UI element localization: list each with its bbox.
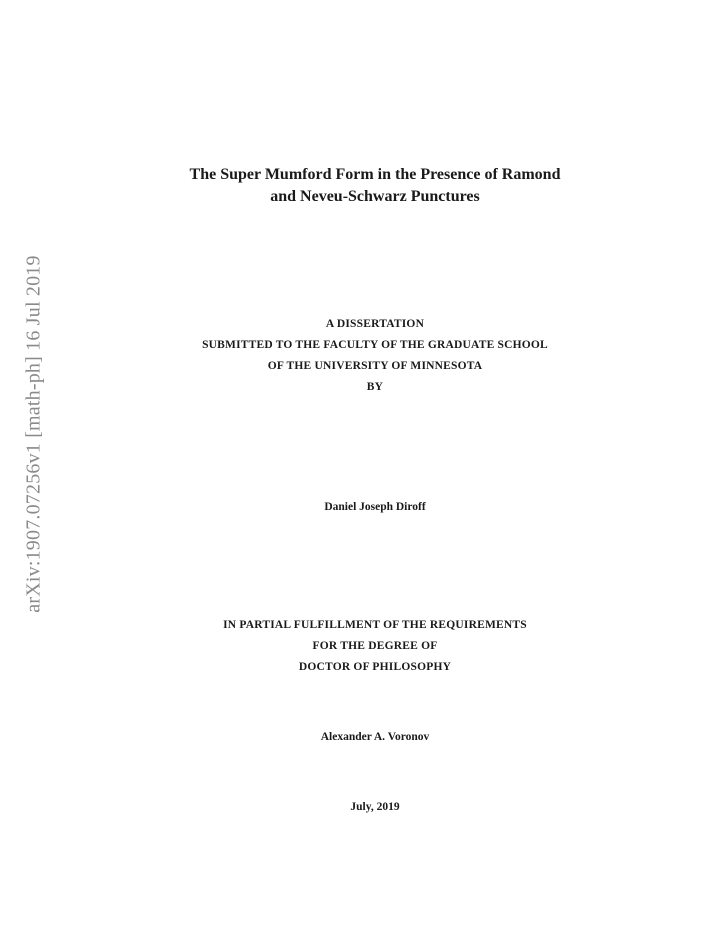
dissertation-title [0, 164, 720, 208]
fulfillment-line-1: IN PARTIAL FULFILLMENT OF THE REQUIREMENTS [223, 619, 527, 631]
dissertation-line-1: A DISSERTATION [325, 318, 425, 330]
fulfillment-statement [0, 615, 720, 678]
fulfillment-line-3: DOCTOR OF PHILOSOPHY [298, 661, 452, 673]
title-line-2: and Neveu-Schwarz Punctures [270, 188, 480, 205]
dissertation-statement [0, 314, 720, 398]
author-name: Daniel Joseph Diroff [324, 501, 426, 513]
submission-date: July, 2019 [350, 801, 400, 813]
fulfillment-line-2: FOR THE DEGREE OF [312, 640, 438, 652]
dissertation-line-3: OF THE UNIVERSITY OF MINNESOTA [267, 360, 483, 372]
dissertation-line-4: BY [366, 381, 384, 393]
arxiv-identifier-stamp: arXiv:1907.07256v1 [math-ph] 16 Jul 2019 [22, 255, 45, 613]
dissertation-line-2: SUBMITTED TO THE FACULTY OF THE GRADUATE SCHOOL [202, 339, 548, 351]
advisor-name: Alexander A. Voronov [320, 731, 430, 743]
title-line-1: The Super Mumford Form in the Presence of Ramond [189, 166, 561, 183]
